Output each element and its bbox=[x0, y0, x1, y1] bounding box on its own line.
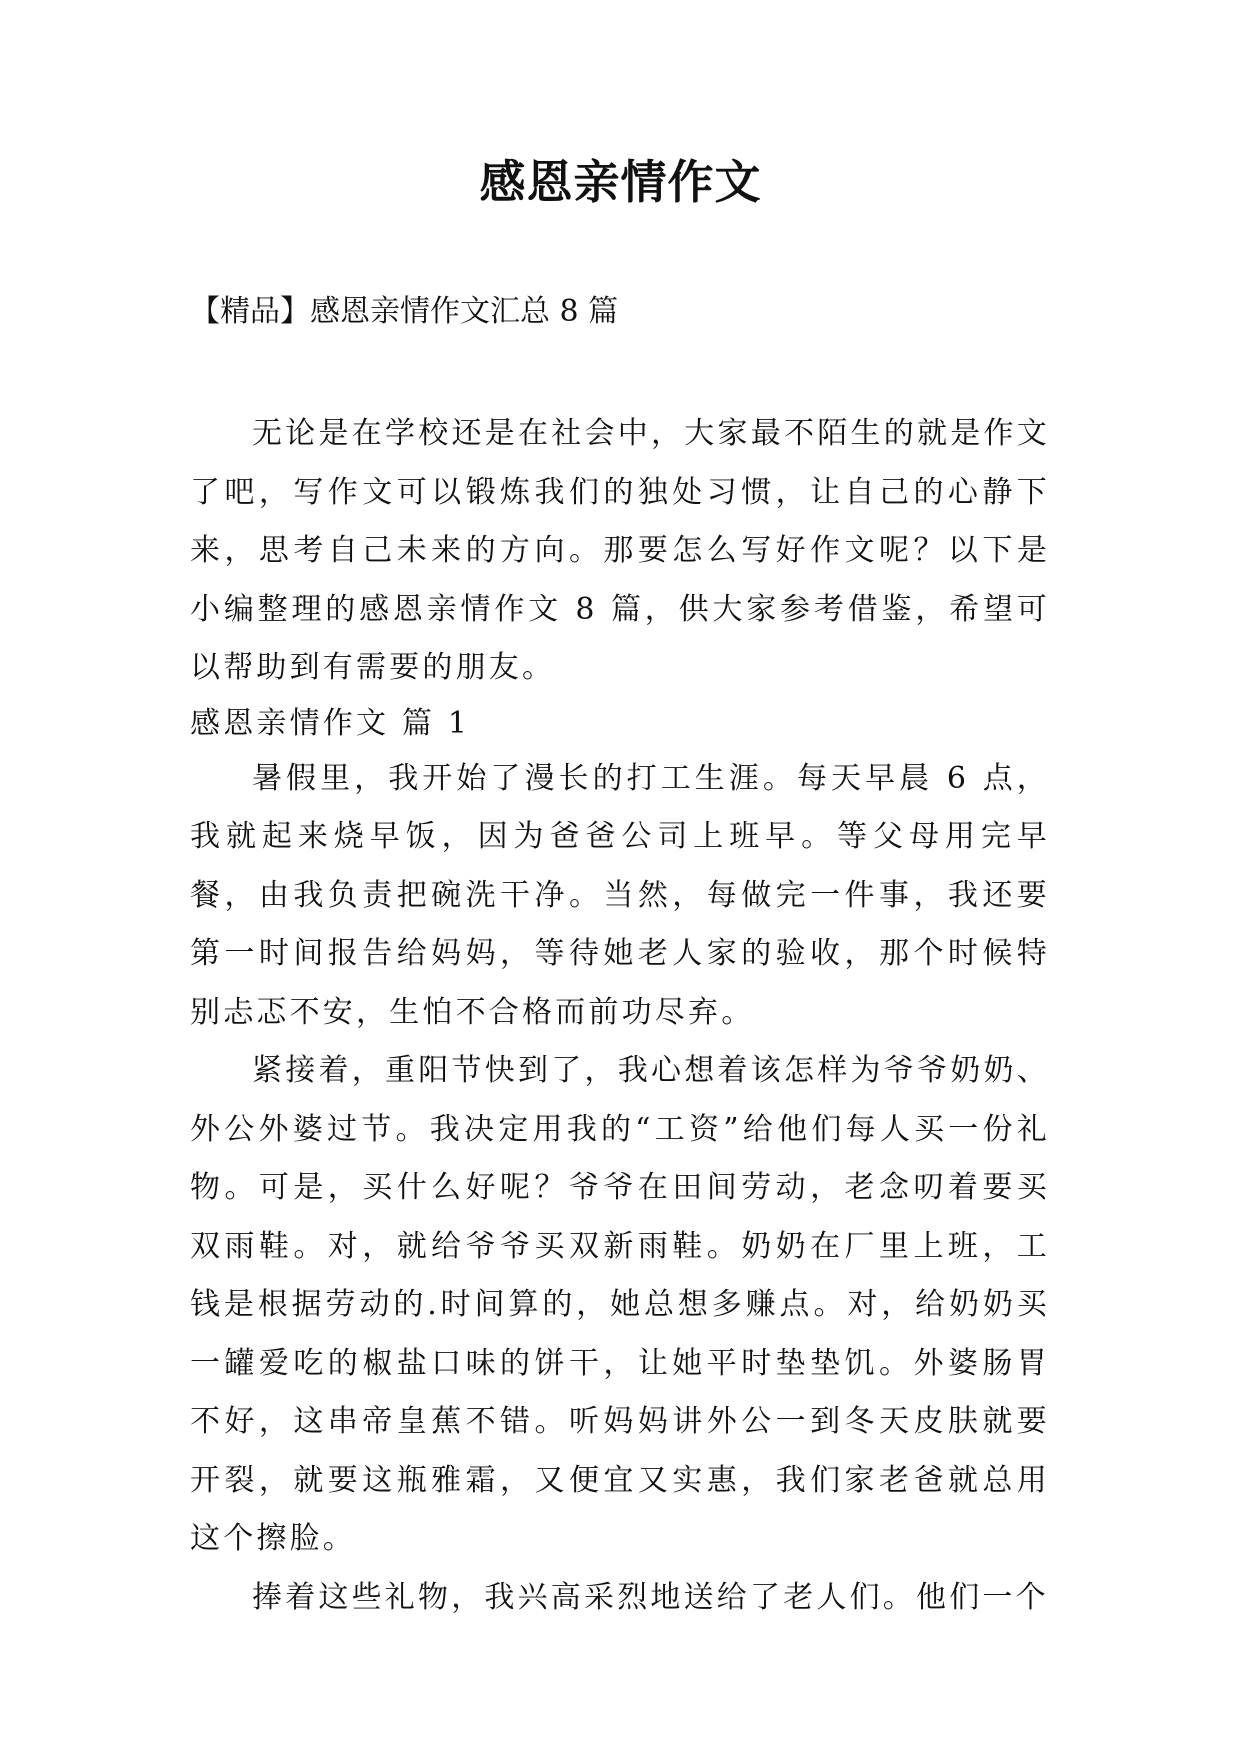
document-title: 感恩亲情作文 bbox=[479, 155, 762, 209]
body-paragraph: 紧接着，重阳节快到了，我心想着该怎样为爷爷奶奶、外公外婆过节。我决定用我的“工资”给他们每人买一份礼物。可是，买什么好呢？爷爷在田间劳动，老念叨着要买双雨鞋。对，就给爷爷买双新雨鞋。奶奶在厂里上班，工钱是根据劳动的.时间算的，她总想多赚点。对，给奶奶买一罐爱吃的椒盐口味的饼干，让她平时垫垫饥。外婆肠胃不好，这串帝皇蕉不错。听妈妈讲外公一到冬天皮肤就要开裂，就要这瓶雅霜，又便宜又实惠，我们家老爸就总用这个擦脸。 bbox=[190, 1053, 1050, 1556]
body-paragraph: 捧着这些礼物，我兴高采烈地送给了老人们。他们一个 bbox=[252, 1579, 1049, 1615]
intro-paragraph: 无论是在学校还是在社会中，大家最不陌生的就是作文了吧，写作文可以锻炼我们的独处习惯，让自己的心静下来，思考自己未来的方向。那要怎么写好作文呢？以下是小编整理的感恩亲情作文 8 篇，供大家参考借鉴，希望可以帮助到有需要的朋友。 bbox=[190, 416, 1050, 685]
document-body bbox=[190, 405, 1050, 1627]
section-heading: 感恩亲情作文 篇 1 bbox=[190, 705, 471, 741]
document-subtitle: 【精品】感恩亲情作文汇总 8 篇 bbox=[190, 294, 619, 329]
body-paragraph: 暑假里，我开始了漫长的打工生涯。每天早晨 6 点，我就起来烧早饭，因为爸爸公司上班早。等父母用完早餐，由我负责把碗洗干净。当然，每做完一件事，我还要第一时间报告给妈妈，等待她老人家的验收，那个时候特别忐忑不安，生怕不合格而前功尽弃。 bbox=[190, 760, 1050, 1030]
